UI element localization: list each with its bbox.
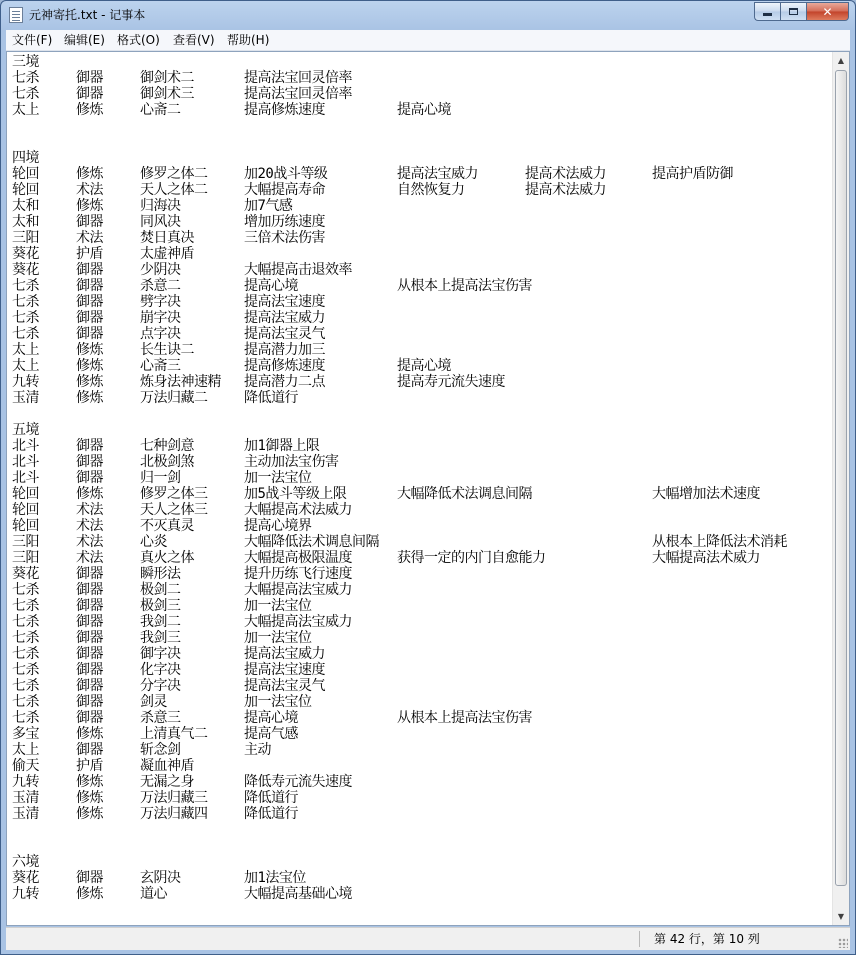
text-line [12, 534, 827, 550]
text-field: 葵花 [12, 870, 39, 886]
text-field: 修炼 [76, 390, 103, 406]
cursor-position: 第 42 行，第 10 列 [654, 932, 760, 946]
text-field: 术法 [76, 230, 103, 246]
text-field: 降低道行 [244, 806, 298, 822]
text-field: 太上 [12, 742, 39, 758]
text-field: 加一法宝位 [244, 694, 312, 710]
text-field: 轮回 [12, 486, 39, 502]
text-line [12, 486, 827, 502]
text-field: 大幅降低术法调息间隔 [397, 486, 532, 502]
text-field: 北极剑煞 [140, 454, 194, 470]
text-field: 玉清 [12, 806, 39, 822]
text-field: 瞬形法 [140, 566, 181, 582]
text-field: 提高护盾防御 [652, 166, 733, 182]
text-field: 御器 [76, 870, 103, 886]
text-line [12, 470, 827, 486]
text-line [12, 118, 827, 134]
text-line [12, 502, 827, 518]
text-field: 玉清 [12, 790, 39, 806]
text-field: 御器 [76, 742, 103, 758]
text-field: 点字决 [140, 326, 181, 342]
minimize-icon [763, 13, 772, 16]
menu-bar [6, 30, 850, 51]
text-line [12, 406, 827, 422]
text-line [12, 454, 827, 470]
text-field: 太和 [12, 198, 39, 214]
text-field: 御器 [76, 70, 103, 86]
text-field: 提高心境 [244, 710, 298, 726]
text-field: 劈字决 [140, 294, 181, 310]
text-line [12, 870, 827, 886]
text-line [12, 102, 827, 118]
text-field: 三境 [12, 54, 39, 70]
text-field: 提高法宝威力 [244, 646, 325, 662]
text-field: 修罗之体二 [140, 166, 208, 182]
text-field: 三阳 [12, 230, 39, 246]
text-field: 北斗 [12, 470, 39, 486]
scrollbar-thumb[interactable] [835, 70, 847, 886]
text-line [12, 438, 827, 454]
text-field: 极剑二 [140, 582, 181, 598]
text-field: 心炎 [140, 534, 167, 550]
text-field: 斩念剑 [140, 742, 181, 758]
text-field: 七杀 [12, 278, 39, 294]
close-button[interactable] [806, 2, 849, 21]
text-line [12, 230, 827, 246]
text-field: 大幅提高术法威力 [244, 502, 352, 518]
text-field: 加7气感 [244, 198, 293, 214]
text-field: 大幅提高寿命 [244, 182, 325, 198]
text-field: 凝血神盾 [140, 758, 194, 774]
text-field: 无漏之身 [140, 774, 194, 790]
text-line [12, 390, 827, 406]
text-field: 大幅降低法术调息间隔 [244, 534, 379, 550]
text-field: 少阴决 [140, 262, 181, 278]
scroll-up-icon[interactable]: ▲ [837, 56, 845, 65]
text-line [12, 518, 827, 534]
text-field: 加5战斗等级上限 [244, 486, 347, 502]
text-field: 玉清 [12, 390, 39, 406]
text-field: 提高潜力加三 [244, 342, 325, 358]
text-field: 从根本上提高法宝伤害 [397, 278, 532, 294]
text-field: 六境 [12, 854, 39, 870]
vertical-scrollbar[interactable] [832, 52, 849, 925]
text-field: 加一法宝位 [244, 630, 312, 646]
menu-format[interactable]: 格式(O) [117, 33, 160, 47]
text-line [12, 694, 827, 710]
text-field: 提高心境 [397, 358, 451, 374]
text-field: 极剑三 [140, 598, 181, 614]
text-editor[interactable] [6, 51, 850, 926]
text-field: 葵花 [12, 566, 39, 582]
text-field: 三阳 [12, 534, 39, 550]
text-field: 御器 [76, 582, 103, 598]
text-field: 长生诀二 [140, 342, 194, 358]
text-field: 御器 [76, 678, 103, 694]
text-field: 轮回 [12, 518, 39, 534]
text-line [12, 742, 827, 758]
text-field: 从根本上提高法宝伤害 [397, 710, 532, 726]
text-field: 护盾 [76, 758, 103, 774]
text-field: 多宝 [12, 726, 39, 742]
text-field: 加1法宝位 [244, 870, 306, 886]
text-line [12, 566, 827, 582]
text-field: 御器 [76, 262, 103, 278]
text-line [12, 86, 827, 102]
text-field: 杀意三 [140, 710, 181, 726]
text-field: 术法 [76, 550, 103, 566]
text-line [12, 294, 827, 310]
text-field: 御器 [76, 214, 103, 230]
text-field: 御器 [76, 646, 103, 662]
text-field: 提高法宝灵气 [244, 326, 325, 342]
text-field: 北斗 [12, 438, 39, 454]
text-field: 太上 [12, 102, 39, 118]
text-line [12, 678, 827, 694]
text-field: 轮回 [12, 182, 39, 198]
text-field: 御字决 [140, 646, 181, 662]
text-field: 获得一定的内门自愈能力 [397, 550, 546, 566]
text-field: 自然恢复力 [397, 182, 465, 198]
text-field: 分字决 [140, 678, 181, 694]
text-line [12, 774, 827, 790]
menu-file[interactable]: 文件(F) [12, 33, 53, 47]
text-field: 七杀 [12, 310, 39, 326]
text-field: 修炼 [76, 486, 103, 502]
text-field: 御器 [76, 710, 103, 726]
text-field: 修炼 [76, 726, 103, 742]
caption-buttons [754, 2, 849, 21]
text-field: 加1御器上限 [244, 438, 320, 454]
text-field: 杀意二 [140, 278, 181, 294]
text-line [12, 358, 827, 374]
text-field: 归海决 [140, 198, 181, 214]
resize-grip-icon[interactable] [838, 938, 848, 948]
text-line [12, 150, 827, 166]
text-field: 主动 [244, 742, 271, 758]
text-line [12, 246, 827, 262]
text-field: 道心 [140, 886, 167, 902]
text-field: 七种剑意 [140, 438, 194, 454]
text-field: 剑灵 [140, 694, 167, 710]
text-line [12, 310, 827, 326]
text-field: 修炼 [76, 166, 103, 182]
text-field: 焚日真决 [140, 230, 194, 246]
text-field: 御器 [76, 566, 103, 582]
text-line [12, 342, 827, 358]
text-field: 崩字决 [140, 310, 181, 326]
text-field: 术法 [76, 502, 103, 518]
text-field: 上清真气二 [140, 726, 208, 742]
text-field: 加一法宝位 [244, 598, 312, 614]
text-field: 提高法宝回灵倍率 [244, 86, 352, 102]
close-icon: ✕ [822, 4, 833, 19]
text-field: 心斋三 [140, 358, 181, 374]
text-field: 万法归藏四 [140, 806, 208, 822]
text-field: 天人之体二 [140, 182, 208, 198]
text-field: 提高心境 [397, 102, 451, 118]
menu-help[interactable]: 帮助(H) [227, 33, 270, 47]
text-field: 万法归藏二 [140, 390, 208, 406]
text-field: 御器 [76, 694, 103, 710]
text-field: 御器 [76, 326, 103, 342]
text-line [12, 646, 827, 662]
text-field: 大幅提高基础心境 [244, 886, 352, 902]
text-field: 我剑三 [140, 630, 181, 646]
text-line [12, 278, 827, 294]
text-line [12, 630, 827, 646]
text-field: 提高心境界 [244, 518, 312, 534]
maximize-icon [789, 8, 798, 15]
text-field: 化字决 [140, 662, 181, 678]
status-divider [639, 931, 640, 947]
window-title: 元神寄托.txt - 记事本 [29, 8, 146, 22]
text-line [12, 422, 827, 438]
text-field: 御器 [76, 454, 103, 470]
text-field: 提高气感 [244, 726, 298, 742]
text-line [12, 198, 827, 214]
text-field: 九转 [12, 774, 39, 790]
text-field: 七杀 [12, 694, 39, 710]
text-line [12, 854, 827, 870]
text-line [12, 838, 827, 854]
text-line [12, 598, 827, 614]
text-field: 术法 [76, 182, 103, 198]
text-field: 大幅提高法术威力 [652, 550, 760, 566]
scroll-down-icon[interactable]: ▼ [837, 912, 845, 921]
text-field: 提高术法威力 [525, 166, 606, 182]
menu-edit[interactable]: 编辑(E) [64, 33, 105, 47]
text-field: 提高潜力二点 [244, 374, 325, 390]
text-field: 修炼 [76, 886, 103, 902]
text-field: 大幅提高法宝威力 [244, 582, 352, 598]
text-field: 提高法宝速度 [244, 662, 325, 678]
text-field: 七杀 [12, 662, 39, 678]
text-field: 增加历练速度 [244, 214, 325, 230]
text-line [12, 806, 827, 822]
text-field: 七杀 [12, 710, 39, 726]
text-field: 万法归藏三 [140, 790, 208, 806]
text-field: 御剑术二 [140, 70, 194, 86]
text-line [12, 326, 827, 342]
text-field: 七杀 [12, 678, 39, 694]
text-field: 葵花 [12, 262, 39, 278]
text-line [12, 182, 827, 198]
text-field: 降低寿元流失速度 [244, 774, 352, 790]
text-field: 七杀 [12, 70, 39, 86]
text-field: 九转 [12, 886, 39, 902]
text-field: 偷天 [12, 758, 39, 774]
text-field: 归一剑 [140, 470, 181, 486]
text-field: 三阳 [12, 550, 39, 566]
text-field: 加20战斗等级 [244, 166, 328, 182]
text-line [12, 822, 827, 838]
text-field: 降低道行 [244, 790, 298, 806]
text-line [12, 166, 827, 182]
text-field: 提高法宝速度 [244, 294, 325, 310]
text-field: 御器 [76, 86, 103, 102]
text-field: 七杀 [12, 582, 39, 598]
text-field: 御器 [76, 470, 103, 486]
text-field: 修炼 [76, 806, 103, 822]
text-field: 主动加法宝伤害 [244, 454, 339, 470]
text-field: 御器 [76, 294, 103, 310]
text-field: 轮回 [12, 502, 39, 518]
text-field: 七杀 [12, 294, 39, 310]
text-field: 真火之体 [140, 550, 194, 566]
text-field: 御器 [76, 662, 103, 678]
text-field: 七杀 [12, 598, 39, 614]
text-field: 太和 [12, 214, 39, 230]
text-field: 御器 [76, 598, 103, 614]
text-field: 太虚神盾 [140, 246, 194, 262]
text-field: 太上 [12, 358, 39, 374]
text-field: 提高术法威力 [525, 182, 606, 198]
text-field: 加一法宝位 [244, 470, 312, 486]
text-field: 修炼 [76, 358, 103, 374]
notepad-app-icon[interactable] [9, 7, 23, 23]
menu-view[interactable]: 查看(V) [173, 33, 215, 47]
text-field: 四境 [12, 150, 39, 166]
text-line [12, 134, 827, 150]
text-field: 三倍术法伤害 [244, 230, 325, 246]
text-field: 修罗之体三 [140, 486, 208, 502]
text-line [12, 662, 827, 678]
text-line [12, 614, 827, 630]
text-field: 提高法宝灵气 [244, 678, 325, 694]
text-field: 五境 [12, 422, 39, 438]
text-field: 御器 [76, 310, 103, 326]
text-field: 修炼 [76, 102, 103, 118]
text-field: 玄阴决 [140, 870, 181, 886]
text-field: 修炼 [76, 774, 103, 790]
text-field: 降低道行 [244, 390, 298, 406]
text-field: 心斋二 [140, 102, 181, 118]
text-line [12, 582, 827, 598]
text-field: 提高法宝回灵倍率 [244, 70, 352, 86]
title-bar[interactable] [1, 1, 855, 29]
text-field: 七杀 [12, 614, 39, 630]
text-field: 同风决 [140, 214, 181, 230]
text-line [12, 710, 827, 726]
text-field: 护盾 [76, 246, 103, 262]
text-field: 葵花 [12, 246, 39, 262]
text-field: 提高修炼速度 [244, 102, 325, 118]
text-line [12, 374, 827, 390]
text-field: 天人之体三 [140, 502, 208, 518]
text-line [12, 886, 827, 902]
text-field: 北斗 [12, 454, 39, 470]
text-field: 太上 [12, 342, 39, 358]
text-field: 术法 [76, 534, 103, 550]
minimize-button[interactable] [754, 2, 780, 21]
text-field: 炼身法神速精 [140, 374, 221, 390]
text-field: 御器 [76, 614, 103, 630]
text-field: 提高法宝威力 [244, 310, 325, 326]
text-field: 九转 [12, 374, 39, 390]
text-field: 御器 [76, 278, 103, 294]
text-field: 术法 [76, 518, 103, 534]
text-field: 修炼 [76, 198, 103, 214]
text-line [12, 54, 827, 70]
text-line [12, 726, 827, 742]
text-line [12, 550, 827, 566]
text-field: 大幅提高法宝威力 [244, 614, 352, 630]
text-field: 不灭真灵 [140, 518, 194, 534]
text-field: 七杀 [12, 86, 39, 102]
text-field: 大幅提高击退效率 [244, 262, 352, 278]
text-line [12, 758, 827, 774]
text-field: 轮回 [12, 166, 39, 182]
text-line [12, 262, 827, 278]
text-field: 御器 [76, 630, 103, 646]
text-line [12, 790, 827, 806]
text-field: 大幅提高极限温度 [244, 550, 352, 566]
text-field: 提升历练飞行速度 [244, 566, 352, 582]
text-field: 御剑术三 [140, 86, 194, 102]
text-content[interactable] [12, 54, 827, 924]
text-line [12, 214, 827, 230]
text-field: 从根本上降低法术消耗 [652, 534, 787, 550]
text-field: 修炼 [76, 342, 103, 358]
text-field: 大幅增加法术速度 [652, 486, 760, 502]
text-field: 修炼 [76, 374, 103, 390]
maximize-button[interactable] [780, 2, 806, 21]
text-field: 提高寿元流失速度 [397, 374, 505, 390]
text-line [12, 70, 827, 86]
text-field: 七杀 [12, 326, 39, 342]
text-field: 提高法宝威力 [397, 166, 478, 182]
text-field: 提高心境 [244, 278, 298, 294]
status-bar [6, 927, 850, 950]
text-field: 御器 [76, 438, 103, 454]
text-field: 提高修炼速度 [244, 358, 325, 374]
text-field: 修炼 [76, 790, 103, 806]
text-field: 我剑二 [140, 614, 181, 630]
text-field: 七杀 [12, 646, 39, 662]
text-field: 七杀 [12, 630, 39, 646]
